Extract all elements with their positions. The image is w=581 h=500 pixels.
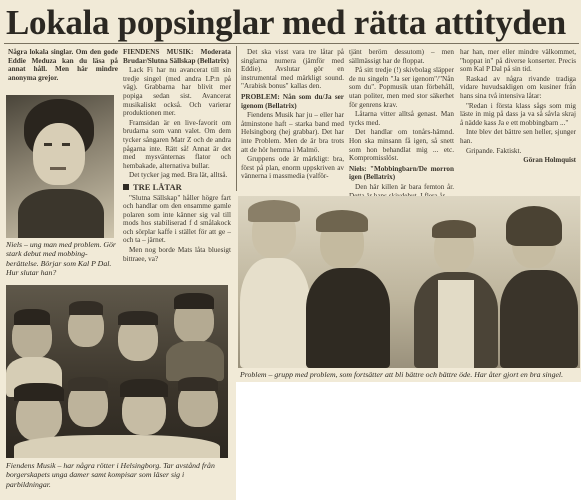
intro-text: Några lokala singlar. Om den gode Eddie Meduza kan du läsa på annat håll. Men här mindre anonyma grejor. — [8, 48, 118, 82]
article-column-3 — [241, 48, 344, 182]
column-rule — [236, 46, 237, 191]
paragraph: Framsidan är en live-favorit om brudarna som vann valet. Om dem tycker sångaren Matr Z och de andra pågarna inte. Rätt så! Annat är det med mysvänternas flator och hembakade, alternativa bullar. — [123, 118, 231, 170]
paragraph: Men nog borde Mats låta bluesigt bittraee, va? — [123, 246, 231, 263]
paragraph: Den här killen är bara femton år. — [355, 182, 454, 191]
article-column-4 — [349, 48, 454, 201]
paragraph: Det ska visst vara tre låtar på singlarna numera (jämför med Eddie). Avslutar gör en instrumental med märkligt sound. "Arabisk bonus" kallas den. — [241, 48, 344, 91]
photo-fiendens-musik — [6, 285, 228, 458]
blank-area — [236, 382, 581, 500]
paragraph: Lack Fi har nu avancerat till sin tredje singel (med andra LP:n på väg). Grabbarna har blivit mer popiga sedan sist. Avancerat musikaliskt också. Och varierar produktionen mer. — [123, 66, 231, 118]
review-heading-niels: Niels: "Mobbingbarn/De morron igen (Bellatrix) — [349, 164, 454, 182]
intro-column — [8, 48, 118, 83]
paragraph: Gripande. Faktiskt. — [466, 146, 522, 155]
article-column-2 — [123, 48, 231, 264]
paragraph: Det tycker jag med. Bra lät, alltså. — [129, 171, 228, 180]
paragraph: Gruppens ode är märkligt: bra, först på plan, enorm uppskriven av vännerna i massmedia (valför- — [241, 155, 344, 181]
section-heading: TRE LÅTAR — [123, 183, 231, 192]
paragraph: tjänt berörn dessutom) – men sällmässigt har de floppat. — [349, 48, 454, 65]
paragraph: Låtarna vitter alltså genast. Man tycks med. — [349, 110, 454, 127]
article-column-5 — [460, 48, 576, 166]
headline: Lokala popsinglar med rätta attityden — [6, 3, 566, 42]
square-bullet-icon — [123, 184, 129, 190]
headline-rule — [4, 43, 579, 44]
lyrics-quote: "Redan i första klass sågs som mig läste in mig på dass ja va så såvla skraj å nädde kass Ja e ett mobbingbarn ..." — [460, 101, 576, 127]
photo-niels-caption: Niels – ung man med problem. Gör stark debut med mobbing-berättelse. Börjar som Kal P Dal. Hur slutar han? — [6, 240, 116, 278]
paragraph: Det handlar om tonårs-hämnd. Hon ska minsann få igen, så snett som hon behandlat mig ... etc. Kompromisslöst. — [349, 128, 454, 163]
byline: Göran Holmquist — [523, 156, 576, 165]
paragraph: Fiendens Musik har ju – eller har åtminstone haft – starka band med Helsingborg (hej grabbar). Det har inte Problem. Men de är bra trots att de hör hemma i Malmö. — [241, 111, 344, 154]
photo-problem — [238, 196, 580, 368]
photo-fiendens-caption: Fiendens Musik – har några rötter i Helsingborg. Tar avstånd från borgerskapets unga damer samt kompisar som läser sig i parbildningar. — [6, 461, 215, 489]
paragraph: Raskad av några rivande tradiga vidare huvudsakligen om kusiner från hans sina två intensiva låtar: — [460, 74, 576, 100]
paragraph: har han, mer eller mindre välkommet, "hoppat in" på diverse konserter. Precis som Kal P Dal på sin tid. — [460, 48, 576, 74]
paragraph: "Slutna Sällskap" håller högre fart och handlar om den ensamme gamle polaren som inte känner sig val till mods hos stabiliserad f d smålakock och sörplar kaffe i stället för att ge – och ta – järnet. — [123, 193, 231, 245]
photo-problem-caption: Problem – grupp med problem, som fortsätter att bli bättre och bättre öde. Har åter gjort en bra singel. — [240, 370, 564, 379]
photo-niels — [6, 95, 114, 238]
paragraph: På sitt tredje (!) skivbolag släpper de nu singeln "Ja ser igenom"/"Nån som du". Popmusik utan förbehåll, utan politer, men med stor säkerhet för genrens krav. — [349, 66, 454, 109]
review-heading-problem: PROBLEM: Nån som du/Ja ser igenom (Bellatrix) — [241, 92, 344, 110]
review-heading-fiendens: FIENDENS MUSIK: Moderata Brudar/Slutna Sällskap (Bellatrix) — [123, 48, 231, 65]
paragraph: Inte blev det bättre sen heller, sjunger han. — [460, 128, 576, 145]
